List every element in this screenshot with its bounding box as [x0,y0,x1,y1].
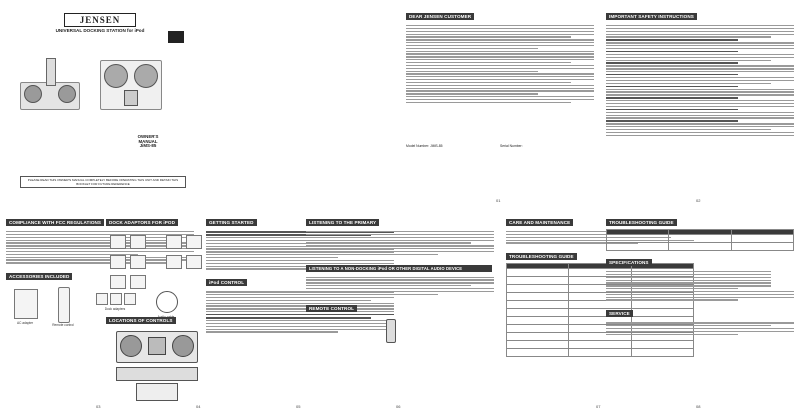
page-number: 02 [696,198,701,203]
page-listening [300,206,500,412]
accessories-figure: AC adapter Remote control Dock adapters [6,283,194,343]
accessories-heading: ACCESSORIES INCLUDED [6,273,72,280]
section-heading: COMPLIANCE WITH FCC REGULATIONS [6,219,104,226]
page-number: 06 [396,404,401,409]
page-number: 07 [596,404,601,409]
cover-page [0,0,200,206]
ipod-badge [168,31,184,43]
jensen-logo: JENSEN [64,13,136,27]
model-number: JiMS-85 [139,143,157,148]
service-heading: SERVICE [606,310,633,317]
page-number: 04 [196,404,201,409]
page-number: 05 [296,404,301,409]
controls-heading: LOCATIONS OF CONTROLS [106,317,176,324]
model-line: Model Number: JiMS-85 [406,144,443,148]
serial-line: Serial Number: [500,144,523,148]
section-heading: GETTING STARTED [206,219,257,226]
page-dear-customer [400,0,600,206]
product-image [20,52,170,120]
page-specs [600,206,800,412]
section-heading: DOCK ADAPTORS FOR iPOD [106,219,178,226]
section-heading: LISTENING TO THE PRIMARY [306,219,379,226]
section-heading: DEAR JENSEN CUSTOMER [406,13,474,20]
page-safety [600,0,800,206]
non-docking-heading: LISTENING TO A NON-DOCKING iPod OR OTHER DIGITAL AUDIO DEVICE [306,265,492,272]
ipod-control-heading: iPod CONTROL [206,279,247,286]
manual-label: OWNER'S MANUAL [137,134,159,144]
section-heading: TROUBLESHOOTING GUIDE [606,219,677,226]
section-heading: IMPORTANT SAFETY INSTRUCTIONS [606,13,697,20]
remote-control-heading: REMOTE CONTROL [306,305,357,312]
page-number: 03 [96,404,101,409]
page-number: 01 [496,198,501,203]
remote-figure [306,315,494,345]
page-number: 08 [696,404,701,409]
specifications-heading: SPECIFICATIONS [606,259,652,266]
cover-footer-note: PLEASE READ THIS OWNER'S MANUAL COMPLETELY BEFORE OPERATING THIS UNIT AND RETAIN THIS BOOKLET FOR FUTURE REFERENCE [20,176,186,188]
body-text [606,25,794,136]
cover-title: UNIVERSAL DOCKING STATION for iPod [55,28,145,33]
troubleshooting-heading: TROUBLESHOOTING GUIDE [506,253,577,260]
body-text [406,25,594,103]
troubleshooting-table-2 [606,229,794,251]
section-heading: CARE AND MAINTENANCE [506,219,573,226]
